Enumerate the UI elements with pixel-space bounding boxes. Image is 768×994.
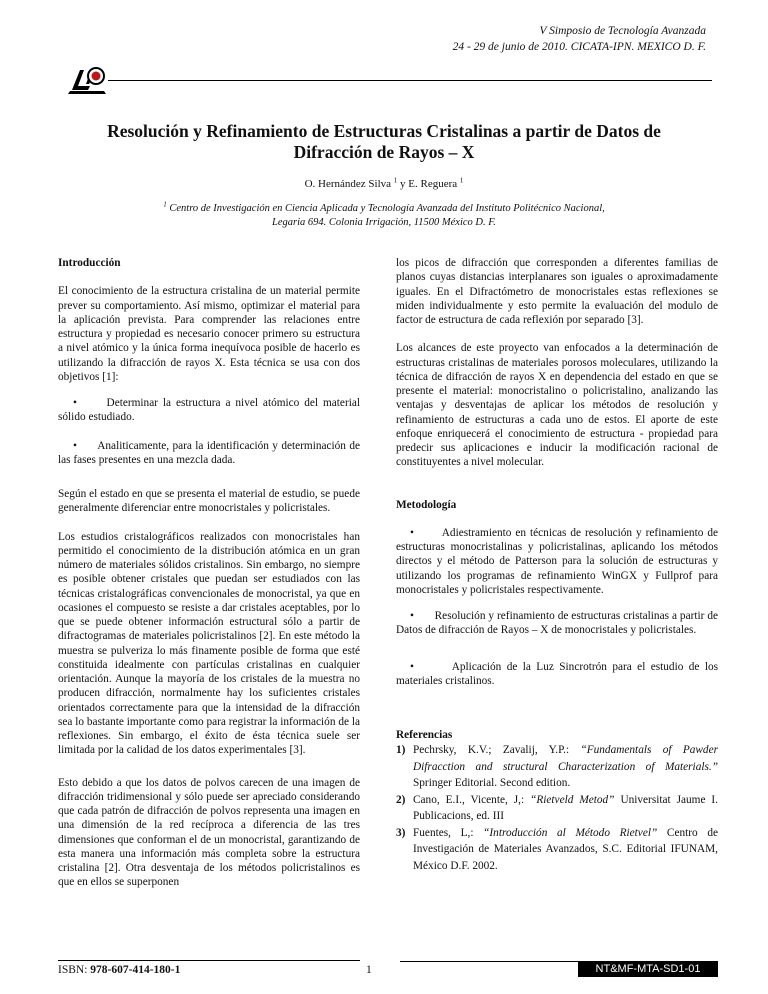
method-bullet-3-text: Aplicación de la Luz Sincrotrón para el estudio de los materiales cristalinos. [396,660,718,687]
reference-item [396,825,718,875]
author-1-affil: 1 [393,176,398,185]
intro-bullet-1-text: Determinar la estructura a nivel atómico del material sólido estudiado. [58,397,360,424]
intro-paragraph-1: El conocimiento de la estructura cristalina de un material permite prever su comportamiento. Así mismo, optimizar el material para la aplicación prevista. Para comprender las relaciones entre estructura y propiedad es necesario conocer primero su estructura a nivel atómico y la única forma inequívoca posible de hacerlo es utilizando la difracción de rayos X. Esta técnica se usa con dos objetivos [1]: [58,285,360,383]
paper-code: NT&MF-MTA-SD1-01 [578,961,718,977]
intro-paragraph-2: Según el estado en que se presenta el material de estudio, se puede generalmente diferenciar entre monocristales y policristales. [58,488,360,515]
affiliation-line-2: Legaria 694. Colonia Irrigación, 11500 México D. F. [272,217,496,228]
header-rule [108,80,712,81]
intro-bullet-2-text: Analiticamente, para la identificación y determinación de las fases presentes en una mezcla dada. [58,439,360,466]
isbn-value: 978-607-414-180-1 [90,964,181,976]
intro-heading: Introducción [58,257,121,269]
reference-text: Pechrsky, K.V.; Zavalij, Y.P.: “Fundamentals of Pawder Difracction and structural Characterization of Materials.” Springer Editorial. Second edition. [413,744,718,790]
reference-text: Cano, E.I., Vicente, J,: “Rietveld Metod” Universitat Jaume I. Publicacions, ed. III [413,793,719,823]
authors [60,178,708,190]
reference-number: 3) [396,826,406,839]
conference-dates: 24 - 29 de junio de 2010. CICATA-IPN. MEXICO D. F. [452,41,706,53]
page-number: 1 [366,964,372,976]
left-column [58,256,360,890]
right-paragraph-1: los picos de difracción que corresponden a diferentes familias de planos cuyas distancias interplanares son iguales o aproximadamente iguales. En el Difractómetro de monocristales estas reflexiones se miden individualmente y esto permite la evaluación del modulo de factor de estructura de cada reflexión por separado [3]. [396,257,718,326]
author-2: y E. Reguera [397,178,458,190]
intro-bullet-2: • Analiticamente, para la identificación y determinación de las fases presentes en una mezcla dada. [58,439,360,466]
reference-item [396,792,718,825]
right-column [396,256,718,874]
conference-logo [66,64,112,96]
reference-number: 1) [396,744,406,757]
method-bullet-2-text: Resolución y refinamiento de estructuras cristalinas a partir de Datos de difracción de Rayos – X de monocristales y policristales. [396,610,718,637]
reference-number: 2) [396,793,406,806]
method-bullet-1-text: Adiestramiento en técnicas de resolución y refinamiento de estructuras monocristalinas y policristalinas, aplicando los métodos directos y el método de Patterson para la solución de estructuras y utilizando los programas de refinamiento WinGX y Fullprof para monocristales y policristales respectivamente. [396,526,718,596]
isbn-label: ISBN: [58,964,91,976]
affiliation-number: 1 [163,200,167,209]
intro-bullet-1: • Determinar la estructura a nivel atómico del material sólido estudiado. [58,397,360,424]
reference-item [396,742,718,792]
method-heading: Metodología [396,498,457,511]
references-heading: Referencias [396,729,453,741]
conference-name: V Simposio de Tecnología Avanzada [539,25,706,37]
title-line-2: Difracción de Rayos – X [293,142,475,162]
intro-paragraph-4: Esto debido a que los datos de polvos carecen de una imagen de difracción tridimensional y sólo puede ser apreciado considerando que cada patrón de difracción de polvos representa una imagen en una dimensión de la red recíproca a diferencia de las tres dimensiones que conforman el de un monocristal, garantizando de esta manera una información más completa sobre la estructura cristalina [2]. Otra desventaja de los métodos policristalinos es que en ellos se superponen [58,776,360,889]
footer-rule [400,961,578,962]
references-list [396,742,718,874]
intro-paragraph-3: Los estudios cristalográficos realizados con monocristales han permitido el conocimiento de la distribución atómica en un gran número de materiales sólidos cristalinos. Sin embargo, no siempre es posible obtener cristales que puedan ser estudiados con las técnicas cristalográficas convencionales de monocristal, ya que en ocasiones el compuesto se resiste a dar cristales aceptables, por lo que se puede obtener información estructural sólo a partir de difractogramas de materiales policristalinos [2]. En este método la muestra se pulveriza lo más finamente posible de forma que esté constituida idealmente con partículas cristalinas en cualquier orientación. Aunque la mayoría de los cristales de la muestra no producen difracción, normalmente hay los suficientes cristales orientados correctamente para que la intensidad de la difracción sea lo bastante importante como para registrar la información de la reflexiones. Sin embargo, el éxito de ésta técnica suele ser limitada por la calidad de los datos experimentales [3]. [58,530,360,757]
affiliation-line-1: Centro de Investigación en Ciencia Aplicada y Tecnología Avanzada del Instituto Politécnico Nacional, [166,203,605,214]
method-bullet-1: • Adiestramiento en técnicas de resolución y refinamiento de estructuras monocristalinas y policristalinas, aplicando los métodos directos y el método de Patterson para la solución de estructuras y utilizando los programas de refinamiento WinGX y Fullprof para monocristales y policristales respectivamente. [396,526,718,596]
affiliation [110,202,658,230]
author-1: O. Hernández Silva [304,178,392,190]
author-2-affil: 1 [459,176,464,185]
method-bullet-3: • Aplicación de la Luz Sincrotrón para el estudio de los materiales cristalinos. [396,660,718,687]
right-paragraph-2: Los alcances de este proyecto van enfocados a la determinación de estructuras cristalinas de materiales porosos moleculares, utilizando la técnica de difracción de rayos X en dependencia del estado en que se presente el material: monocristalino o policristalino, analizando las ventajas y desventajas de aplicar los métodos de resolución y refinamiento de estructuras a cada uno de estos. El aporte de este enfoque enriquecerá el conocimiento de estructura - propiedad para predecir sus aplicaciones e inducir la modificación racional de constituyentes a nivel molecular. [396,342,718,469]
isbn [58,960,360,978]
reference-text: Fuentes, L,: “Introducción al Método Rietvel” Centro de Investigación de Materiales Avanzados, S.C. Editorial IFUNAM, México D.F. 2002. [413,826,718,872]
method-bullet-2: • Resolución y refinamiento de estructuras cristalinas a partir de Datos de difracción de Rayos – X de monocristales y policristales. [396,610,718,637]
paper-title [60,121,708,163]
title-line-1: Resolución y Refinamiento de Estructuras Cristalinas a partir de Datos de [107,121,661,141]
